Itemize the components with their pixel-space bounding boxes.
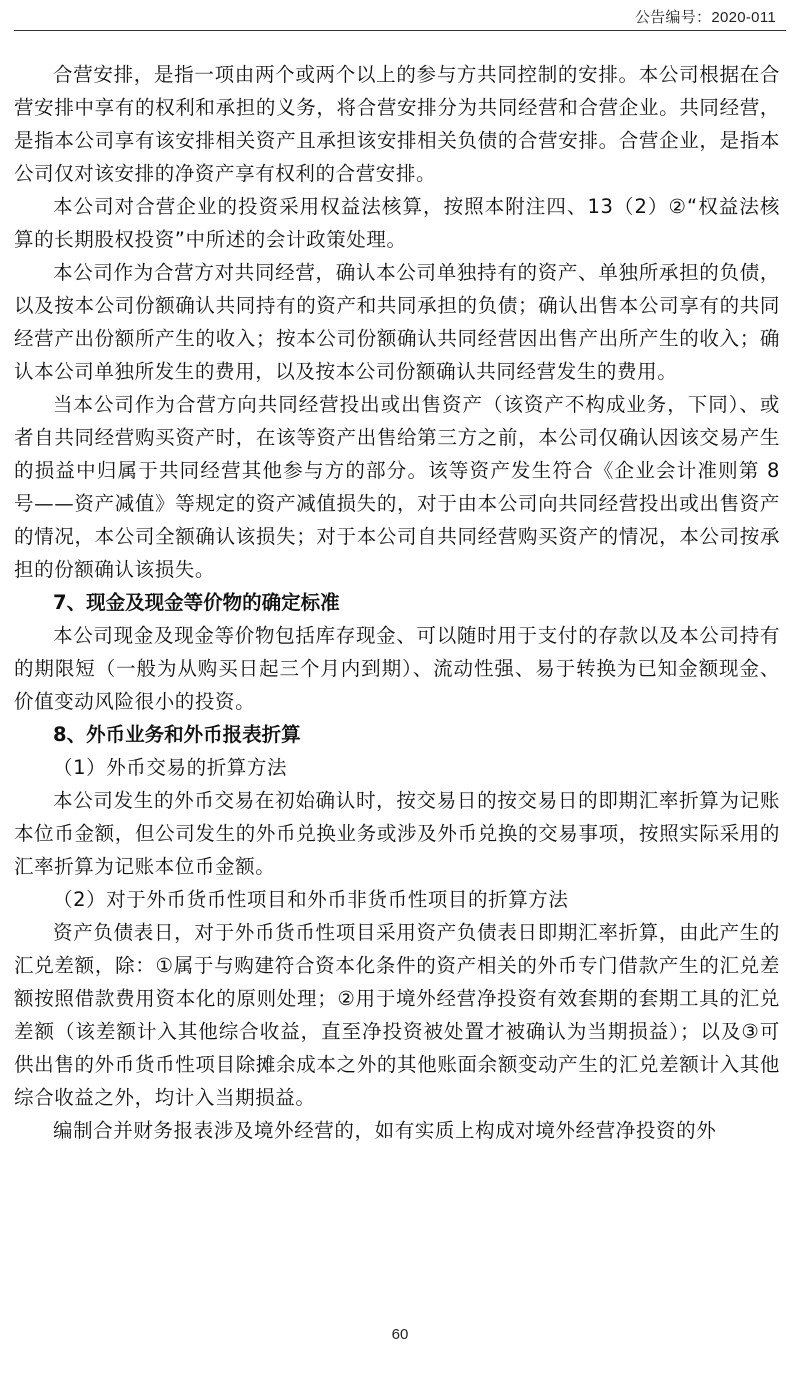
- paragraph-joint-arrangement: 合营安排，是指一项由两个或两个以上的参与方共同控制的安排。本公司根据在合营安排中享有的权利和承担的义务，将合营安排分为共同经营和合营企业。共同经营，是指本公司享有该安排相关资产且承担该安排相关负债的合营安排。合营企业，是指本公司仅对该安排的净资产享有权利的合营安排。: [14, 63, 780, 185]
- page-number: 60: [391, 1326, 409, 1343]
- section-8-sub2-body-continued: 编制合并财务报表涉及境外经营的，如有实质上构成对境外经营净投资的外: [53, 1119, 717, 1142]
- header-divider: [14, 30, 786, 31]
- section-8-sub2-body: 资产负债表日，对于外币货币性项目采用资产负债表日即期汇率折算，由此产生的汇兑差额，除：①属于与购建符合资本化条件的资产相关的外币专门借款产生的汇兑差额按照借款费用资本化的原则处理；②用于境外经营净投资有效套期的套期工具的汇兑差额（该差额计入其他综合收益，直至净投资被处置才被确认为当期损益）；以及③可供出售的外币货币性项目除摊余成本之外的其他账面余额变动产生的汇兑差额计入其他综合收益之外，均计入当期损益。: [14, 921, 780, 1109]
- page-body: [14, 58, 780, 1147]
- section-8-heading: 8、外币业务和外币报表折算: [53, 723, 301, 746]
- section-8-sub2-heading: （2）对于外币货币性项目和外币非货币性项目的折算方法: [53, 888, 569, 911]
- paragraph-equity-method: 本公司对合营企业的投资采用权益法核算，按照本附注四、13（2）②“权益法核算的长期股权投资”中所述的会计政策处理。: [14, 195, 780, 251]
- section-7-heading: 7、现金及现金等价物的确定标准: [53, 591, 340, 614]
- section-7-body: 本公司现金及现金等价物包括库存现金、可以随时用于支付的存款以及本公司持有的期限短（一般为从购买日起三个月内到期）、流动性强、易于转换为已知金额现金、价值变动风险很小的投资。: [14, 624, 780, 713]
- section-8-sub1-body: 本公司发生的外币交易在初始确认时，按交易日的按交易日的即期汇率折算为记账本位币金额，但公司发生的外币兑换业务或涉及外币兑换的交易事项，按照实际采用的汇率折算为记账本位币金额。: [14, 789, 780, 878]
- section-8-sub1-heading: （1）外币交易的折算方法: [53, 756, 288, 779]
- paragraph-asset-transactions: 当本公司作为合营方向共同经营投出或出售资产（该资产不构成业务，下同）、或者自共同经营购买资产时，在该等资产出售给第三方之前，本公司仅确认因该交易产生的损益中归属于共同经营其他参与方的部分。该等资产发生符合《企业会计准则第 8 号——资产减值》等规定的资产减值损失的，对于由本公司向共同经营投出或出售资产的情况，本公司全额确认该损失；对于本公司自共同经营购买资产的情况，本公司按承担的份额确认该损失。: [14, 393, 780, 581]
- paragraph-joint-operation: 本公司作为合营方对共同经营，确认本公司单独持有的资产、单独所承担的负债，以及按本公司份额确认共同持有的资产和共同承担的负债；确认出售本公司享有的共同经营产出份额所产生的收入；按本公司份额确认共同经营因出售产出所产生的收入；确认本公司单独所发生的费用，以及按本公司份额确认共同经营发生的费用。: [14, 261, 780, 383]
- document-number: 公告编号：2020-011: [634, 9, 776, 26]
